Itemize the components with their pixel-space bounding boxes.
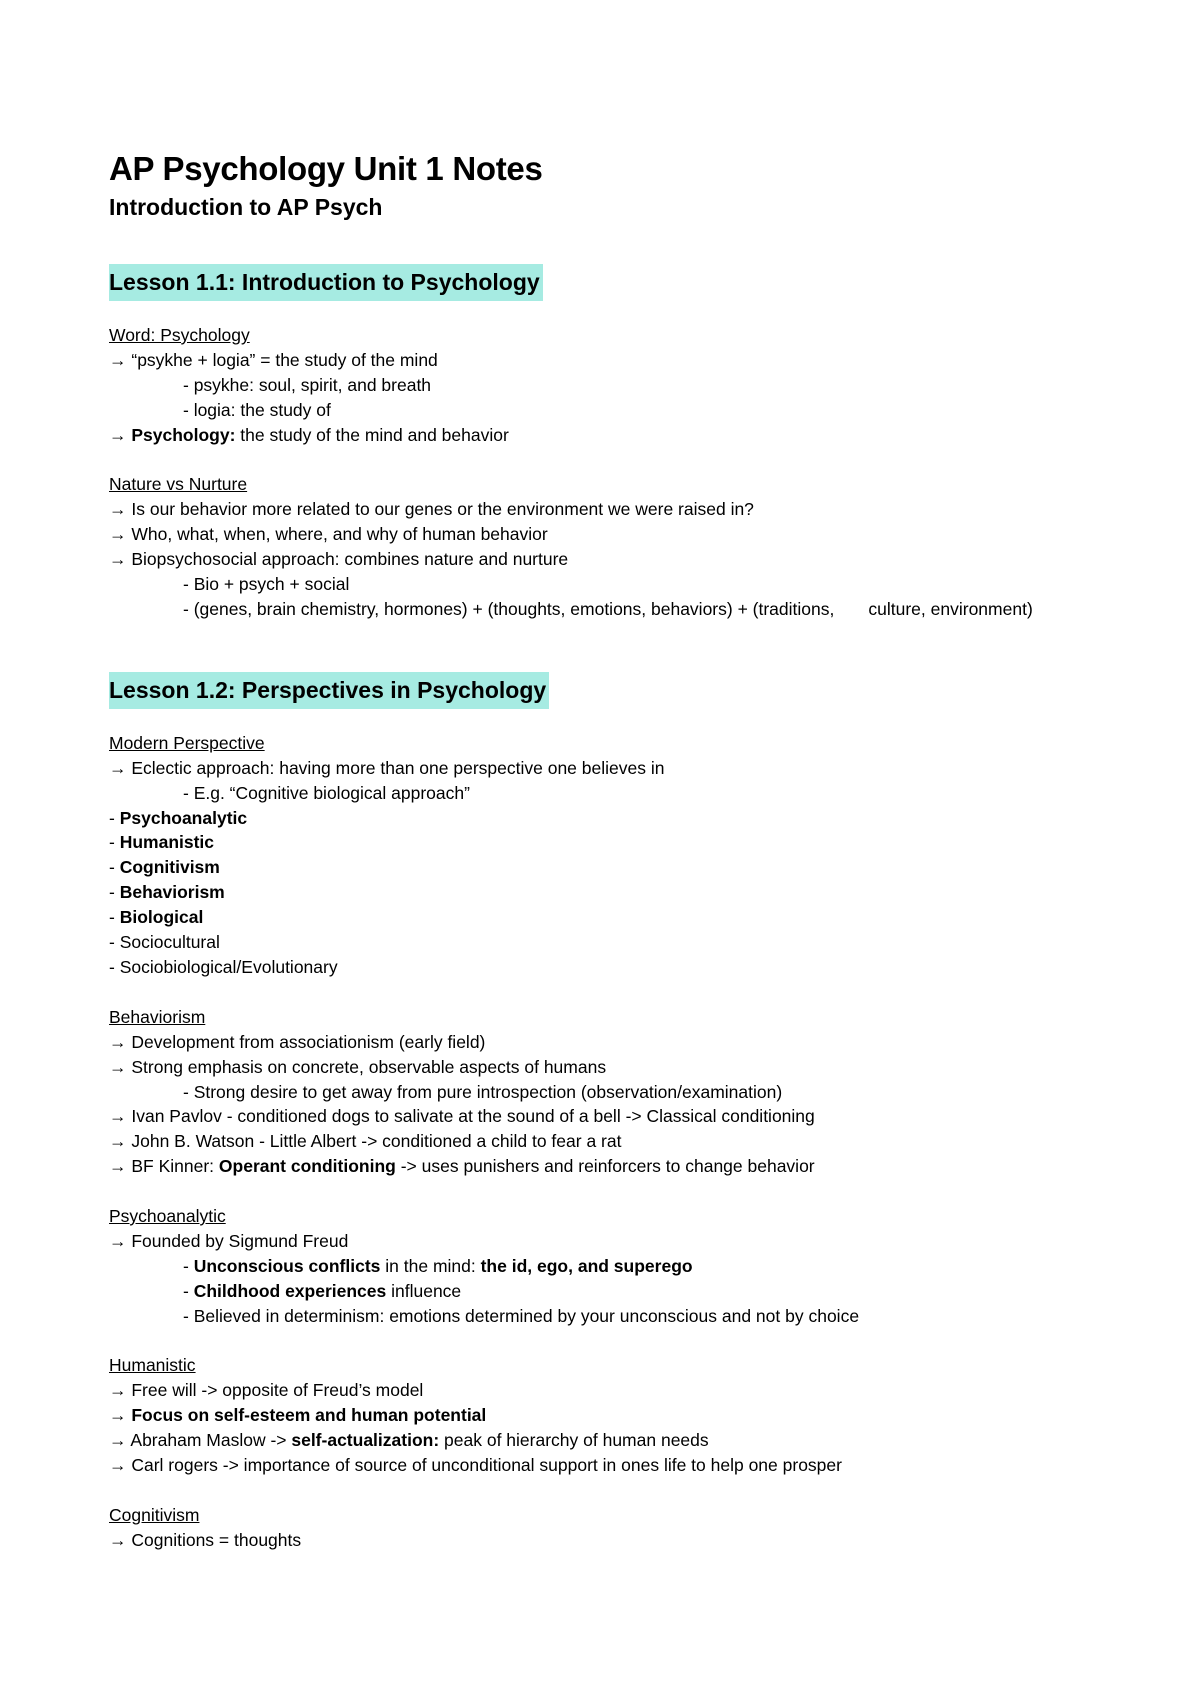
note-line: → “psykhe + logia” = the study of the mind — [109, 349, 438, 370]
note-line: → Cognitions = thoughts — [109, 1529, 302, 1550]
section-title: Cognitivism — [109, 1504, 200, 1525]
note-line: → John B. Watson - Little Albert -> conditioned a child to fear a rat — [109, 1131, 622, 1152]
note-line: - psykhe: soul, spirit, and breath — [183, 374, 432, 395]
section-cognitivism — [109, 1503, 1129, 1553]
section-title: Psychoanalytic — [109, 1206, 226, 1227]
note-line: → Biopsychosocial approach: combines nature and nurture — [109, 549, 569, 570]
note-line: - (genes, brain chemistry, hormones) + (thoughts, emotions, behaviors) + (traditions, culture, environment) — [183, 598, 1033, 619]
note-line: - E.g. “Cognitive biological approach” — [183, 782, 470, 803]
perspective-item: - Sociocultural — [109, 932, 220, 953]
perspective-item: - Cognitivism — [109, 857, 220, 878]
lesson-1-1-heading: Lesson 1.1: Introduction to Psychology — [109, 264, 543, 301]
note-line: → Ivan Pavlov - conditioned dogs to salivate at the sound of a bell -> Classical conditioning — [109, 1106, 815, 1127]
document-title: AP Psychology Unit 1 Notes — [109, 150, 543, 187]
note-line: → Founded by Sigmund Freud — [109, 1230, 349, 1251]
note-line: → Psychology: the study of the mind and behavior — [109, 424, 509, 445]
note-line: → Is our behavior more related to our genes or the environment we were raised in? — [109, 499, 754, 520]
perspective-item: - Humanistic — [109, 832, 215, 853]
note-line: - logia: the study of — [183, 399, 331, 420]
note-line: - Childhood experiences influence — [183, 1280, 462, 1301]
note-line: → Focus on self-esteem and human potential — [109, 1405, 487, 1426]
section-title: Behaviorism — [109, 1006, 206, 1027]
note-line: → Strong emphasis on concrete, observable aspects of humans — [109, 1056, 607, 1077]
perspective-item: - Biological — [109, 907, 204, 928]
section-modern-perspective — [109, 731, 1129, 980]
section-title: Nature vs Nurture — [109, 474, 248, 495]
perspective-item: - Sociobiological/Evolutionary — [109, 957, 338, 978]
section-title: Humanistic — [109, 1355, 196, 1376]
note-line: - Bio + psych + social — [183, 574, 350, 595]
note-line: - Unconscious conflicts in the mind: the id, ego, and superego — [183, 1255, 693, 1276]
note-line: - Believed in determinism: emotions determined by your unconscious and not by choice — [183, 1305, 860, 1326]
lesson-1-2-heading: Lesson 1.2: Perspectives in Psychology — [109, 672, 549, 709]
document-subtitle: Introduction to AP Psych — [109, 194, 383, 220]
note-line: → Eclectic approach: having more than one perspective one believes in — [109, 757, 665, 778]
note-line: → Free will -> opposite of Freud’s model — [109, 1380, 424, 1401]
bold-term: Operant conditioning — [218, 1156, 396, 1177]
note-line: → Who, what, when, where, and why of human behavior — [109, 524, 548, 545]
bold-term: Psychology: — [131, 424, 236, 445]
note-line: → BF Kinner: Operant conditioning -> uses punishers and reinforcers to change behavior — [109, 1156, 815, 1177]
section-behaviorism — [109, 1005, 1129, 1179]
note-line: → Development from associationism (early field) — [109, 1031, 486, 1052]
document-content — [109, 148, 1129, 1553]
bold-term: self-actualization: — [291, 1430, 440, 1451]
perspective-item: - Behaviorism — [109, 882, 225, 903]
note-line: → Abraham Maslow -> self-actualization: peak of hierarchy of human needs — [109, 1430, 709, 1451]
section-psychoanalytic — [109, 1204, 1129, 1329]
section-title: Modern Perspective — [109, 732, 265, 753]
note-line: → Carl rogers -> importance of source of unconditional support in ones life to help one prosper — [109, 1455, 842, 1476]
section-humanistic — [109, 1353, 1129, 1478]
section-nature-vs-nurture — [109, 472, 1129, 621]
section-title: Word: Psychology — [109, 325, 250, 345]
note-line: - Strong desire to get away from pure introspection (observation/examination) — [183, 1081, 783, 1102]
section-word-psychology — [109, 323, 1129, 448]
perspective-item: - Psychoanalytic — [109, 807, 248, 828]
